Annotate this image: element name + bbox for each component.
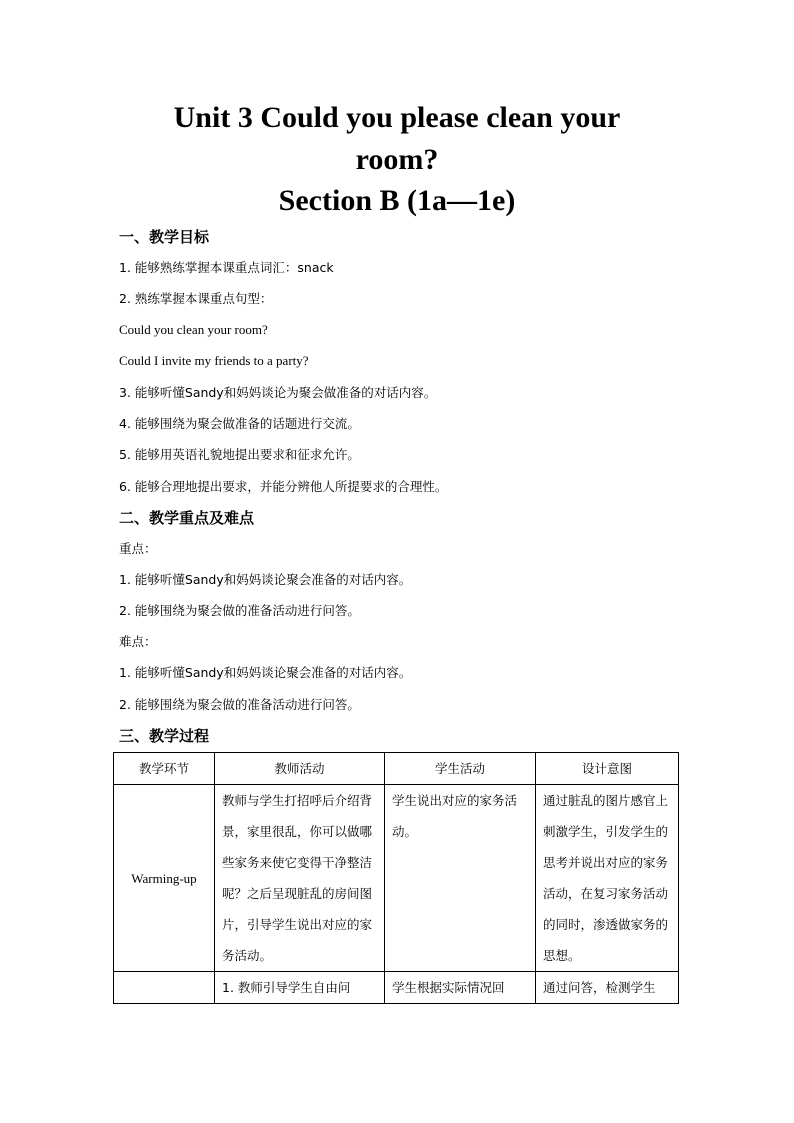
design-purpose-cell: 通过脏乱的图片感官上刺激学生，引发学生的思考并说出对应的家务活动，在复习家务活动的同时，渗透做家务的思想。 bbox=[536, 785, 679, 972]
stage-cell: Warming-up bbox=[114, 785, 215, 972]
key-points-label: 重点： bbox=[119, 541, 157, 556]
stage-cell-text bbox=[121, 972, 207, 1003]
objective-item: 3. 能够听懂Sandy和妈妈谈论为聚会做准备的对话内容。 bbox=[119, 385, 437, 400]
teacher-activity-text: 1. 教师引导学生自由问 bbox=[222, 980, 351, 995]
objective-sentence: Could you clean your room? bbox=[119, 322, 268, 337]
objective-item: 2. 熟练掌握本课重点句型： bbox=[119, 291, 273, 306]
student-activity-text: 学生根据实际情况回 bbox=[392, 980, 505, 995]
table-row bbox=[114, 785, 679, 972]
difficult-point-item: 1. 能够听懂Sandy和妈妈谈论聚会准备的对话内容。 bbox=[119, 665, 412, 680]
key-point-item: 2. 能够围绕为聚会做的准备活动进行问答。 bbox=[119, 603, 360, 618]
objective-item: 5. 能够用英语礼貌地提出要求和征求允许。 bbox=[119, 447, 360, 462]
document-title-line-1: Unit 3 Could you please clean your bbox=[173, 101, 621, 134]
column-header-teacher: 教师活动 bbox=[215, 753, 385, 785]
student-activity-cell bbox=[385, 972, 536, 1004]
difficult-points-label: 难点： bbox=[119, 634, 157, 649]
stage-cell bbox=[114, 972, 215, 1004]
table-row bbox=[114, 972, 679, 1004]
document-title-line-2: room? bbox=[355, 143, 439, 176]
key-point-item: 1. 能够听懂Sandy和妈妈谈论聚会准备的对话内容。 bbox=[119, 572, 412, 587]
design-purpose-cell bbox=[536, 972, 679, 1004]
document-subtitle: Section B (1a—1e) bbox=[278, 184, 516, 217]
column-header-student: 学生活动 bbox=[385, 753, 536, 785]
student-activity-cell: 学生说出对应的家务活动。 bbox=[385, 785, 536, 972]
teacher-activity-cell bbox=[215, 972, 385, 1004]
section-heading-objectives: 一、教学目标 bbox=[119, 228, 210, 246]
difficult-point-item: 2. 能够围绕为聚会做的准备活动进行问答。 bbox=[119, 697, 360, 712]
objective-sentence: Could I invite my friends to a party? bbox=[119, 353, 309, 368]
section-heading-key-points: 二、教学重点及难点 bbox=[119, 509, 255, 527]
column-header-purpose: 设计意图 bbox=[536, 753, 679, 785]
teacher-activity-cell: 教师与学生打招呼后介绍背景，家里很乱，你可以做哪些家务来使它变得干净整洁呢？之后呈现脏乱的房间图片，引导学生说出对应的家务活动。 bbox=[215, 785, 385, 972]
objective-item: 4. 能够围绕为聚会做准备的话题进行交流。 bbox=[119, 416, 360, 431]
objective-item: 6. 能够合理地提出要求，并能分辨他人所提要求的合理性。 bbox=[119, 479, 448, 494]
section-heading-process: 三、教学过程 bbox=[119, 727, 210, 745]
column-header-stage: 教学环节 bbox=[114, 753, 215, 785]
teaching-process-table bbox=[113, 752, 679, 1004]
objective-item: 1. 能够熟练掌握本课重点词汇：snack bbox=[119, 260, 334, 275]
table-header-row bbox=[114, 753, 679, 785]
design-purpose-text: 通过问答，检测学生 bbox=[543, 980, 656, 995]
